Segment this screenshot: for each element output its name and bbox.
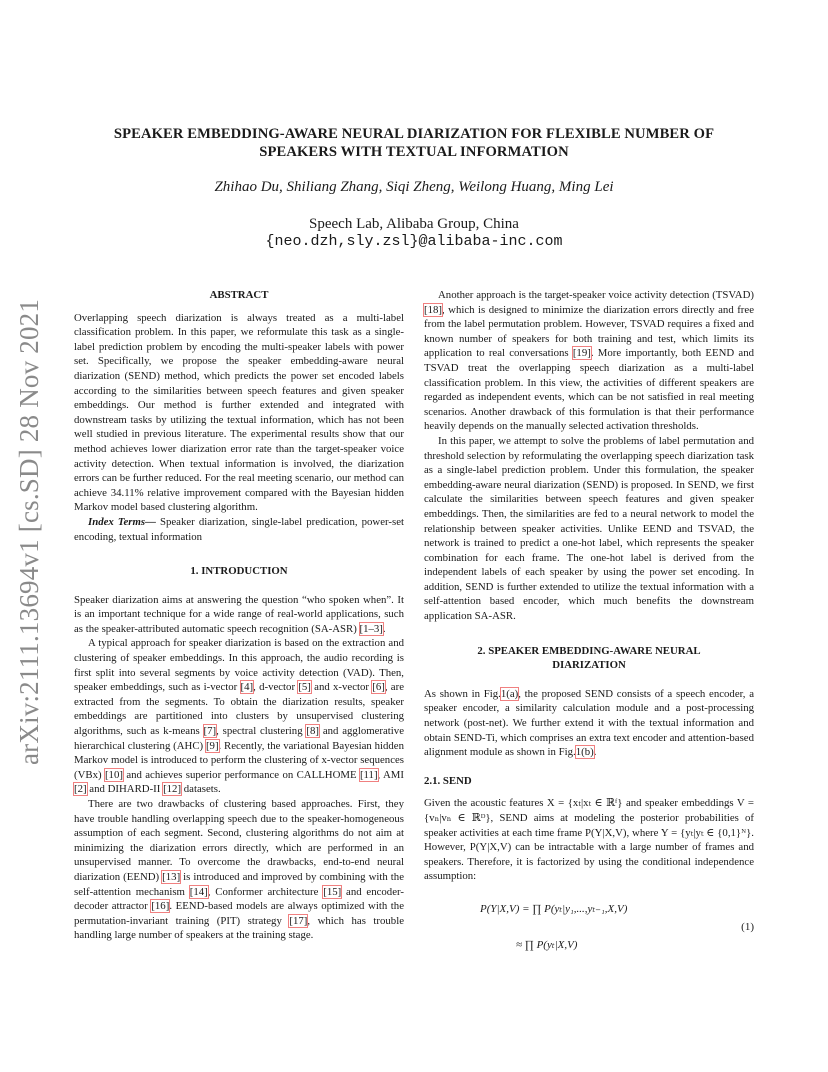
intro-paragraph-1: Speaker diarization aims at answering the question “who spoken when”. It is an important technique for a wide range of real-world applications, such as the speaker-attributed automatic speech recognition (SA-ASR) [1–3]. bbox=[74, 593, 404, 635]
equation-number: (1) bbox=[741, 920, 754, 933]
affiliation: Speech Lab, Alibaba Group, China bbox=[309, 216, 519, 232]
subsection-2-1-heading: 2.1. SEND bbox=[424, 774, 472, 787]
arxiv-stamp: arXiv:2111.13694v1 [cs.SD] 28 Nov 2021 bbox=[14, 298, 44, 765]
citation-link[interactable]: [6] bbox=[372, 681, 385, 694]
abstract-text: Overlapping speech diarization is always treated as a multi-label classification problem. In this paper, we reformulate this task as a single-label prediction problem by encoding the multi-speaker labels with power set. Specifically, we propose the speaker embedding-aware neural diarization (SEND) method, which predicts the power set encoded labels according to the similarities between speech features and given speaker embeddings. Our method is further extended and integrated with downstream tasks by utilizing the textual information, which has not been well studied in previous literature. The experimental results show that our method achieves lower diarization error rate than the target-speaker voice activity detection. When textual information is involved, the diarization errors can be further reduced. For the real meeting scenario, our method can achieve 34.11% relative improvement compared with the Bayesian hidden Markov model based clustering algorithm. bbox=[74, 311, 404, 514]
section-2-paragraph: As shown in Fig.1(a), the proposed SEND consists of a speech encoder, a speaker encoder, a similarity calculation module and a post-processing network (post-net). We further extend it with the textual information and obtain SEND-Ti, which comprises an extra text encoder and attention-based alignment module as shown in Fig.1(b). bbox=[424, 687, 754, 759]
citation-link[interactable]: [15] bbox=[323, 885, 342, 898]
citation-link[interactable]: [1–3] bbox=[359, 622, 383, 635]
citation-link[interactable]: [2] bbox=[74, 783, 87, 796]
intro-paragraph-2: A typical approach for speaker diarization is based on the extraction and clustering of speaker embeddings. In this approach, the audio recording is first split into several segments by voice activity detection (VAD). Then, speaker embeddings, such as i-vector [4], d-vector [5] and x-vector [6], are extracted from the segments. To obtain the diarization results, speaker embeddings are partitioned into clusters by unsupervised clustering algorithms, such as k-means [7], spectral clustering [8] and agglomerative hierarchical clustering (AHC) [9]. Recently, the variational Bayesian hidden Markov model is introduced to perform the clustering of x-vector sequences (VBx) [10] and achieves superior performance on CALLHOME [11], AMI [2] and DIHARD-II [12] datasets. bbox=[74, 637, 405, 796]
citation-link[interactable]: [11] bbox=[359, 768, 378, 781]
citation-link[interactable]: [19] bbox=[572, 347, 591, 360]
paper-title bbox=[70, 125, 758, 161]
citation-link[interactable]: [9] bbox=[205, 739, 219, 752]
title-line-2: SPEAKERS WITH TEXTUAL INFORMATION bbox=[259, 144, 569, 160]
citation-link[interactable]: [12] bbox=[163, 783, 182, 796]
citation-link[interactable]: [18] bbox=[424, 303, 442, 316]
intro-paragraph-3: There are two drawbacks of clustering based approaches. First, they have trouble handling overlapping speech due to the speaker-homogeneous assumption of each segment. Second, clustering algorithms do not aim at minimizing the diarization errors directly, which are performed in an unsupervised manner. To overcome the drawbacks, end-to-end neural diarization (EEND) [13] is introduced and improved by combining with the self-attention mechanism [14], Conformer architecture [15] and encoder-decoder attractor [16]. EEND-based models are always optimized with the permutation-invariant training (PIT) strategy [17], which has trouble handling large number of speakers at the training stage. bbox=[74, 798, 404, 942]
intro-paragraph-4: Another approach is the target-speaker voice activity detection (TSVAD) [18], which is designed to minimize the diarization errors directly and free from the label permutation problem. However, TSVAD requires a fixed and known number of speakers for both training and test, which limits its application to real conversations [19]. More importantly, both EEND and TSVAD treat the overlapping speech diarization as a multi-label classification problem. In this view, the activities of different speakers are regarded as independent events, which can be not satisfied in real meeting scenarios. Another drawback of this formulation is that their performance heavily depends on the manually selected activation thresholds. bbox=[424, 289, 754, 433]
figure-link[interactable]: 1(a) bbox=[500, 687, 519, 700]
author-list: Zhihao Du, Shiliang Zhang, Siqi Zheng, Weilong Huang, Ming Lei bbox=[214, 179, 614, 195]
author-email: {neo.dzh,sly.zsl}@alibaba-inc.com bbox=[265, 233, 563, 250]
section-2-heading: 2. SPEAKER EMBEDDING-AWARE NEURAL DIARIZATION bbox=[477, 644, 701, 672]
left-column bbox=[74, 288, 404, 943]
citation-link[interactable]: [5] bbox=[298, 681, 311, 694]
right-column bbox=[424, 288, 754, 960]
equation-1 bbox=[424, 890, 754, 960]
citation-link[interactable]: [8] bbox=[306, 725, 320, 738]
index-terms-label: Index Terms— bbox=[88, 515, 156, 528]
citation-link[interactable]: [4] bbox=[240, 681, 254, 694]
citation-link[interactable]: [10] bbox=[104, 768, 123, 781]
citation-link[interactable]: [17] bbox=[289, 914, 308, 927]
equation-line-2: ≈ ∏ P(yₜ|X,V) bbox=[516, 938, 578, 951]
index-terms-text: Speaker diarization, single-label predication, power-set encoding, textual information bbox=[74, 515, 404, 543]
equation-line-1: P(Y|X,V) = ∏ P(yₜ|y₁,...,yₜ₋₁,X,V) bbox=[480, 902, 628, 915]
intro-paragraph-5: In this paper, we attempt to solve the problems of label permutation and threshold selection by reformulating the overlapping speech diarization task as a single-label prediction problem. Under this formulation, the speaker embedding-aware neural diarization (SEND) is proposed. In SEND, we first calculate the similarities between speech features and given speaker embeddings. Then, the similarities are fed to a neural network to model the relationship between speaker activities. Unlike EEND and TSVAD, the network is trained to predict a one-hot label, which represents the speaker combination for each frame. The one-hot label is derived from the independent labels of each speaker by using the power set encoding. In addition, SEND is further extended to utilize the textual information with a self-attention based encoder, which much benefits the downstream application SA-ASR. bbox=[424, 434, 754, 623]
citation-link[interactable]: [7] bbox=[203, 725, 217, 738]
citation-link[interactable]: [16] bbox=[151, 900, 170, 913]
send-paragraph: Given the acoustic features X = {xₜ|xₜ ∈ ℝᶠ} and speaker embeddings V = {vₙ|vₙ ∈ ℝᴰ}, SEND aims at modeling the posterior probabilities of speaker activities at each time frame P(Y|X,V), where Y = {yₜ|yₜ ∈ {0,1}ᴺ}. However, P(Y|X,V) can be intractable with a large number of frames and speakers. Therefore, it is factorized by using the conditional independence assumption: bbox=[424, 797, 754, 883]
figure-link[interactable]: 1(b) bbox=[575, 746, 594, 759]
index-terms bbox=[74, 515, 404, 544]
section-1-heading: 1. INTRODUCTION bbox=[190, 565, 288, 578]
citation-link[interactable]: [14] bbox=[189, 885, 208, 898]
citation-link[interactable]: [13] bbox=[162, 870, 181, 883]
title-line-1: SPEAKER EMBEDDING-AWARE NEURAL DIARIZATION FOR FLEXIBLE NUMBER OF bbox=[113, 126, 715, 142]
abstract-heading: ABSTRACT bbox=[209, 289, 269, 301]
